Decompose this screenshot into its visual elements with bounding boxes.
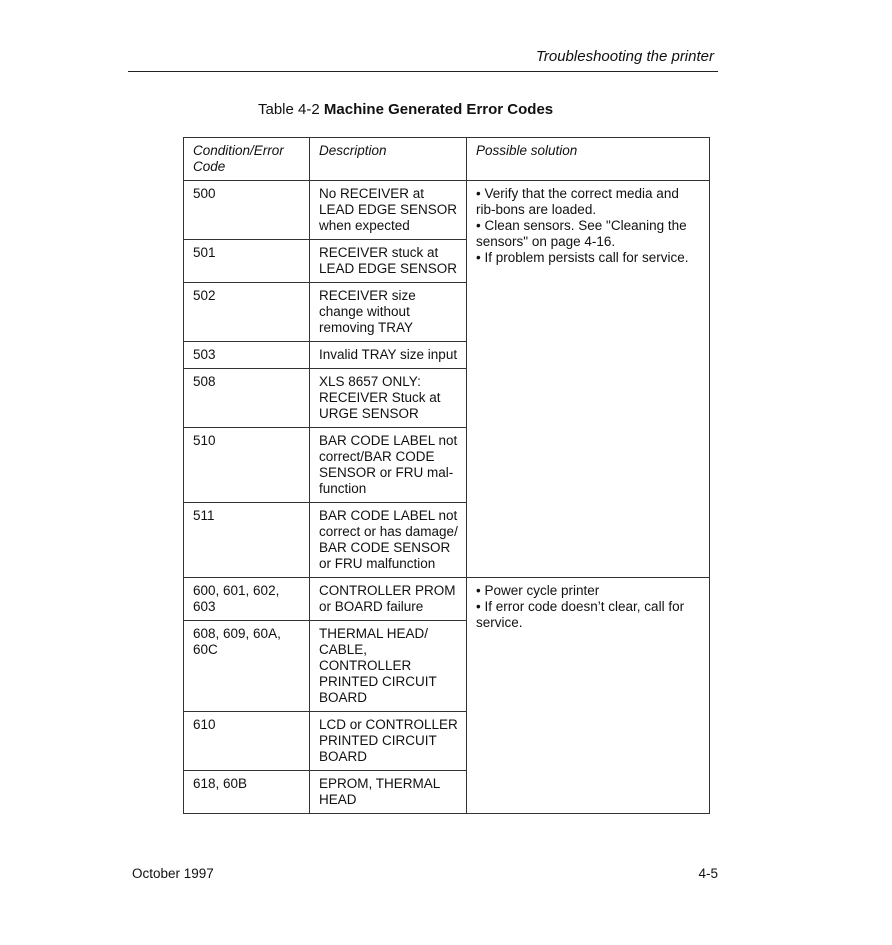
table-caption: Machine Generated Error Codes [323, 101, 554, 118]
description-cell: CONTROLLER PROM or BOARD failure [310, 578, 467, 621]
header-rule [128, 71, 718, 72]
column-header-code: Condition/Error Code [184, 138, 310, 181]
error-code-cell: 502 [184, 283, 310, 342]
solution-line: • Verify that the correct media and rib-bons are loaded. [476, 186, 679, 217]
error-codes-table [183, 137, 710, 814]
error-code-cell: 503 [184, 342, 310, 369]
footer-page-number: 4-5 [698, 866, 718, 881]
error-code-cell: 511 [184, 503, 310, 578]
table-header-row [184, 138, 710, 181]
description-cell: RECEIVER stuck at LEAD EDGE SENSOR [310, 240, 467, 283]
description-cell: EPROM, THERMAL HEAD [310, 771, 467, 814]
table-row [184, 181, 710, 240]
description-cell: No RECEIVER at LEAD EDGE SENSOR when expected [310, 181, 467, 240]
error-code-cell: 600, 601, 602, 603 [184, 578, 310, 621]
error-code-cell: 610 [184, 712, 310, 771]
error-code-cell: 500 [184, 181, 310, 240]
description-cell: RECEIVER size change without removing TRAY [310, 283, 467, 342]
solution-cell-group-2 [467, 578, 710, 814]
solution-line: • Power cycle printer [476, 583, 600, 598]
description-cell: BAR CODE LABEL not correct/BAR CODE SENSOR or FRU mal-function [310, 428, 467, 503]
solution-cell-group-1 [467, 181, 710, 578]
error-code-cell: 608, 609, 60A, 60C [184, 621, 310, 712]
running-head: Troubleshooting the printer [535, 48, 714, 65]
description-cell: LCD or CONTROLLER PRINTED CIRCUIT BOARD [310, 712, 467, 771]
error-code-cell: 501 [184, 240, 310, 283]
description-cell: XLS 8657 ONLY: RECEIVER Stuck at URGE SENSOR [310, 369, 467, 428]
table-row [184, 578, 710, 621]
table-title [258, 101, 553, 118]
column-header-solution: Possible solution [467, 138, 710, 181]
solution-line: • If problem persists call for service. [476, 250, 689, 265]
description-cell: Invalid TRAY size input [310, 342, 467, 369]
table-number: Table 4-2 [258, 101, 320, 118]
error-code-cell: 510 [184, 428, 310, 503]
column-header-description: Description [310, 138, 467, 181]
solution-line: • Clean sensors. See "Cleaning the sensors" on page 4-16. [476, 218, 687, 249]
error-code-cell: 508 [184, 369, 310, 428]
description-cell: THERMAL HEAD/ CABLE, CONTROLLER PRINTED CIRCUIT BOARD [310, 621, 467, 712]
footer-date: October 1997 [132, 866, 214, 881]
solution-line: • If error code doesn’t clear, call for service. [476, 599, 685, 630]
description-cell: BAR CODE LABEL not correct or has damage/ BAR CODE SENSOR or FRU malfunction [310, 503, 467, 578]
error-code-cell: 618, 60B [184, 771, 310, 814]
